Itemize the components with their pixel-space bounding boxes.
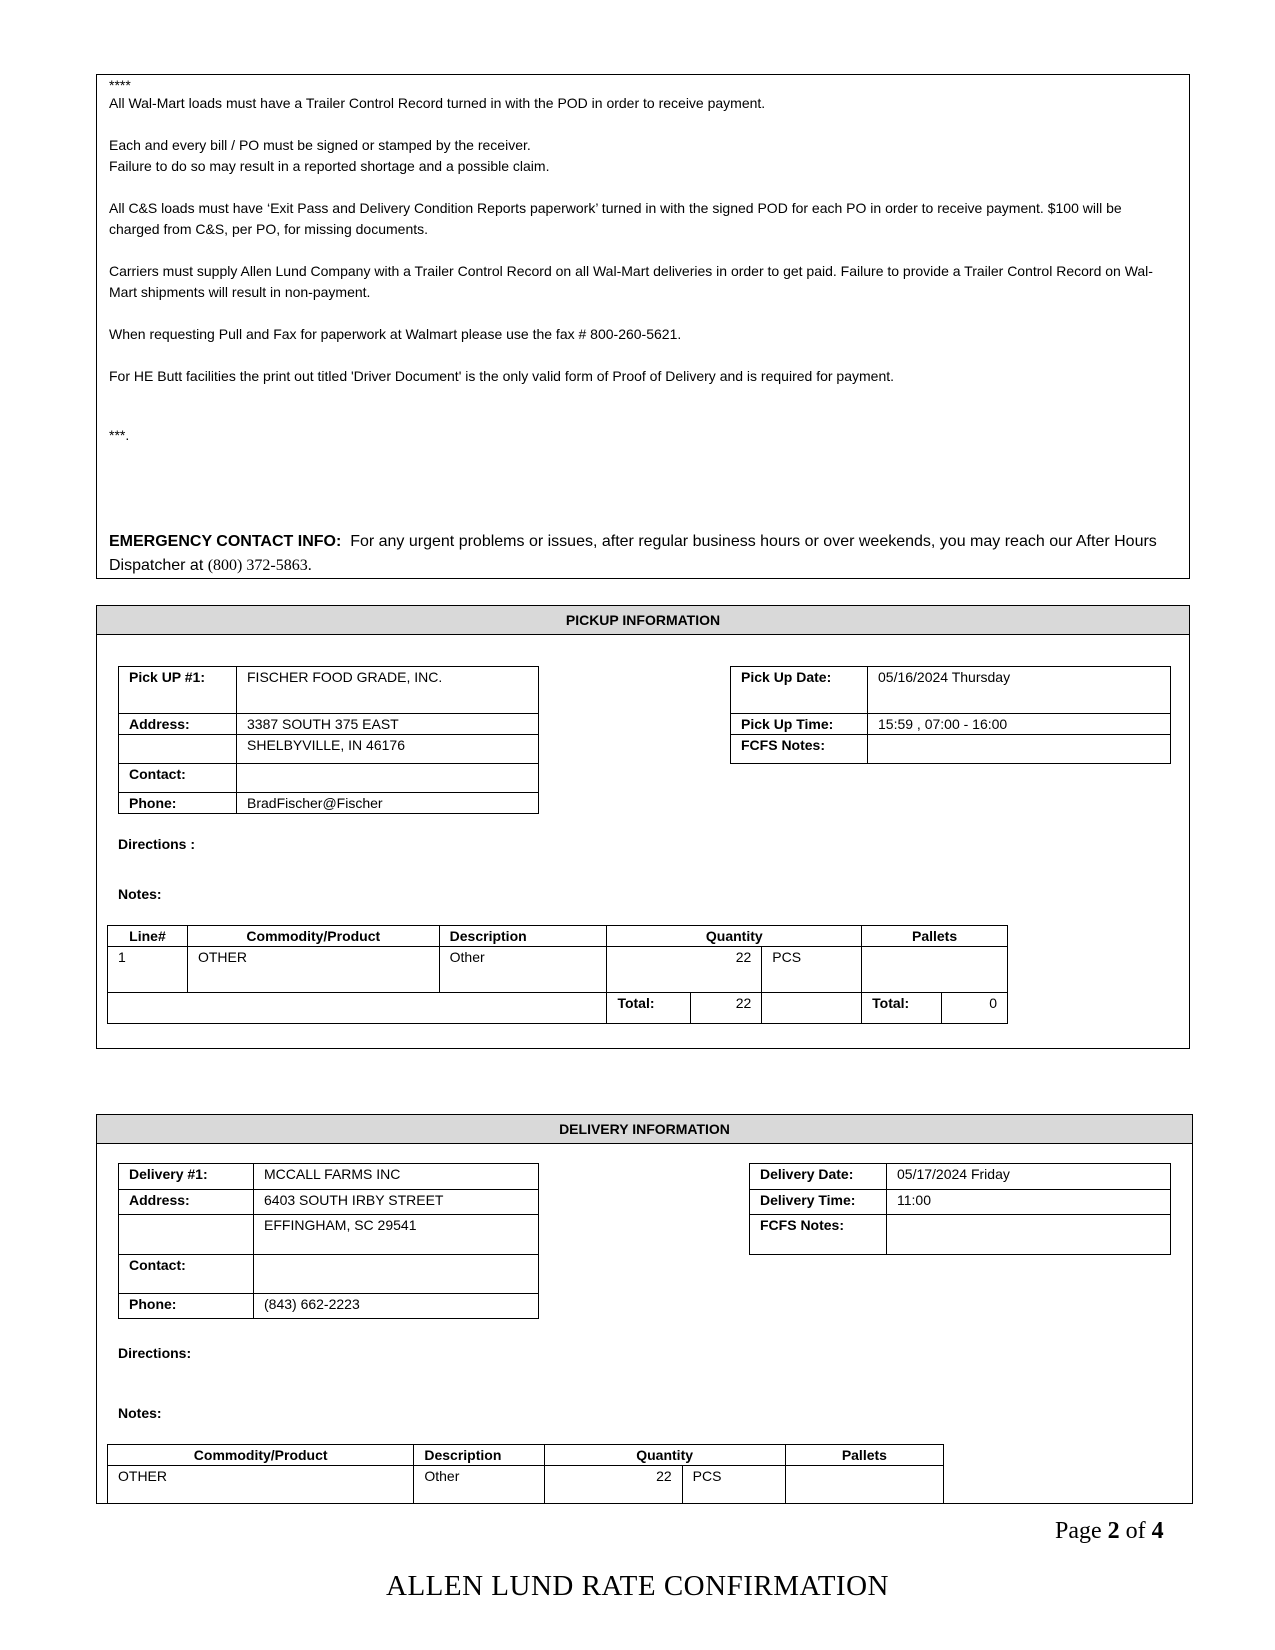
pickup-date-label: Pick Up Date: [731,667,868,714]
pickup-time-label: Pick Up Time: [731,714,868,735]
pickup-notes-label: Notes: [118,886,162,902]
pickup-total-qty: 22 [691,993,762,1024]
delivery-col-commodity: Commodity/Product [108,1445,414,1466]
pickup-total-unit-blank [762,993,862,1024]
pickup-total-pallets-label: Total: [862,993,942,1024]
pickup-date-value: 05/16/2024 Thursday [868,667,1171,714]
notes-signed-bill: Each and every bill / PO must be signed or stamped by the receiver. [109,137,531,153]
pickup-number-label: Pick UP #1: [119,667,237,714]
pickup-header: PICKUP INFORMATION [97,606,1189,635]
pickup-row-commodity: OTHER [187,947,439,993]
table-row [108,1466,944,1504]
pickup-row-pallets [862,947,1008,993]
emergency-text: For any urgent problems or issues, after regular business hours or over weekends, you may reach our After Hours Dispatcher at [109,533,1157,574]
pickup-directions-label: Directions : [118,836,196,852]
pickup-location-table [118,666,539,814]
delivery-phone-value: (843) 662-2223 [254,1294,539,1319]
delivery-row-unit: PCS [682,1466,785,1504]
emergency-contact [109,530,1179,578]
delivery-col-pallets: Pallets [785,1445,943,1466]
pickup-commodity-table [107,925,1008,1024]
notes-heb-driver-doc: For HE Butt facilities the print out titled 'Driver Document' is the only valid form of Proof of Delivery and is required for payment. [109,368,895,384]
pickup-section [96,605,1190,1049]
pickup-total-qty-label: Total: [607,993,691,1024]
delivery-time-value: 11:00 [887,1190,1171,1215]
delivery-number-label: Delivery #1: [119,1164,254,1190]
pickup-fcfs-label: FCFS Notes: [731,735,868,764]
delivery-row-commodity: OTHER [108,1466,414,1504]
pickup-row-line: 1 [108,947,188,993]
delivery-notes-label: Notes: [118,1405,162,1421]
notes-walmart-trailer: All Wal-Mart loads must have a Trailer Control Record turned in with the POD in order to receive payment. [109,95,766,111]
notes-cs-loads: All C&S loads must have ‘Exit Pass and Delivery Condition Reports paperwork’ turned in with the signed POD for each PO in order to receive payment. $100 will be charged from C&S, per PO, for missing documents. [109,200,1122,237]
page-prefix: Page [1055,1518,1108,1544]
delivery-address-line2: EFFINGHAM, SC 29541 [254,1215,539,1255]
table-row [108,947,1008,993]
pickup-col-quantity: Quantity [607,926,862,947]
delivery-date-value: 05/17/2024 Friday [887,1164,1171,1190]
pickup-address-label: Address: [119,714,237,735]
pickup-contact-value [237,764,539,793]
page-current: 2 [1107,1518,1120,1544]
delivery-commodity-table [107,1444,944,1504]
document-title: ALLEN LUND RATE CONFIRMATION [386,1570,889,1602]
pickup-address-blank [119,735,237,764]
pickup-total-blank [108,993,607,1024]
pickup-fcfs-value [868,735,1171,764]
pickup-address-line2: SHELBYVILLE, IN 46176 [237,735,539,764]
delivery-col-description: Description [414,1445,544,1466]
delivery-address-blank [119,1215,254,1255]
pickup-contact-label: Contact: [119,764,237,793]
delivery-fcfs-value [887,1215,1171,1255]
pickup-col-line: Line# [108,926,188,947]
pickup-col-description: Description [439,926,607,947]
pickup-schedule-table [730,666,1171,764]
pickup-row-description: Other [439,947,607,993]
delivery-date-label: Delivery Date: [750,1164,887,1190]
pickup-phone-label: Phone: [119,793,237,814]
page-total: 4 [1151,1518,1164,1544]
terms-notes-box [96,74,1190,579]
delivery-directions-label: Directions: [118,1345,192,1361]
delivery-phone-label: Phone: [119,1294,254,1319]
delivery-schedule-table [749,1163,1171,1255]
delivery-time-label: Delivery Time: [750,1190,887,1215]
delivery-row-description: Other [414,1466,544,1504]
notes-carriers-trailer: Carriers must supply Allen Lund Company with a Trailer Control Record on all Wal-Mart deliveries in order to get paid. Failure to provide a Trailer Control Record on Wal-Mart shipments will result in non-payment. [109,263,1153,300]
pickup-address-line1: 3387 SOUTH 375 EAST [237,714,539,735]
delivery-contact-label: Contact: [119,1255,254,1294]
emergency-label: EMERGENCY CONTACT INFO: [109,533,342,550]
emergency-phone: (800) 372-5863 [207,557,308,574]
delivery-col-quantity: Quantity [544,1445,785,1466]
delivery-row-pallets [785,1466,943,1504]
table-row [108,993,1008,1024]
pickup-col-commodity: Commodity/Product [187,926,439,947]
delivery-address-line1: 6403 SOUTH IRBY STREET [254,1190,539,1215]
page-of: of [1119,1518,1152,1544]
pickup-company: FISCHER FOOD GRADE, INC. [237,667,539,714]
pickup-time-value: 15:59 , 07:00 - 16:00 [868,714,1171,735]
notes-stars-bottom: ***. [109,427,130,443]
delivery-company: MCCALL FARMS INC [254,1164,539,1190]
page-number [1055,1518,1164,1545]
emergency-end: . [307,557,312,574]
delivery-location-table [118,1163,539,1319]
pickup-col-pallets: Pallets [862,926,1008,947]
notes-walmart-fax: When requesting Pull and Fax for paperwork at Walmart please use the fax # 800-260-5621. [109,326,682,342]
notes-stars-top: **** [109,77,131,93]
pickup-row-unit: PCS [762,947,862,993]
pickup-phone-value: BradFischer@Fischer [237,793,539,814]
delivery-contact-value [254,1255,539,1294]
notes-shortage-claim: Failure to do so may result in a reported shortage and a possible claim. [109,158,550,174]
delivery-address-label: Address: [119,1190,254,1215]
pickup-total-pallets: 0 [942,993,1008,1024]
delivery-header: DELIVERY INFORMATION [97,1115,1192,1144]
delivery-fcfs-label: FCFS Notes: [750,1215,887,1255]
delivery-row-qty: 22 [544,1466,682,1504]
pickup-row-qty: 22 [607,947,762,993]
delivery-section [96,1114,1193,1504]
